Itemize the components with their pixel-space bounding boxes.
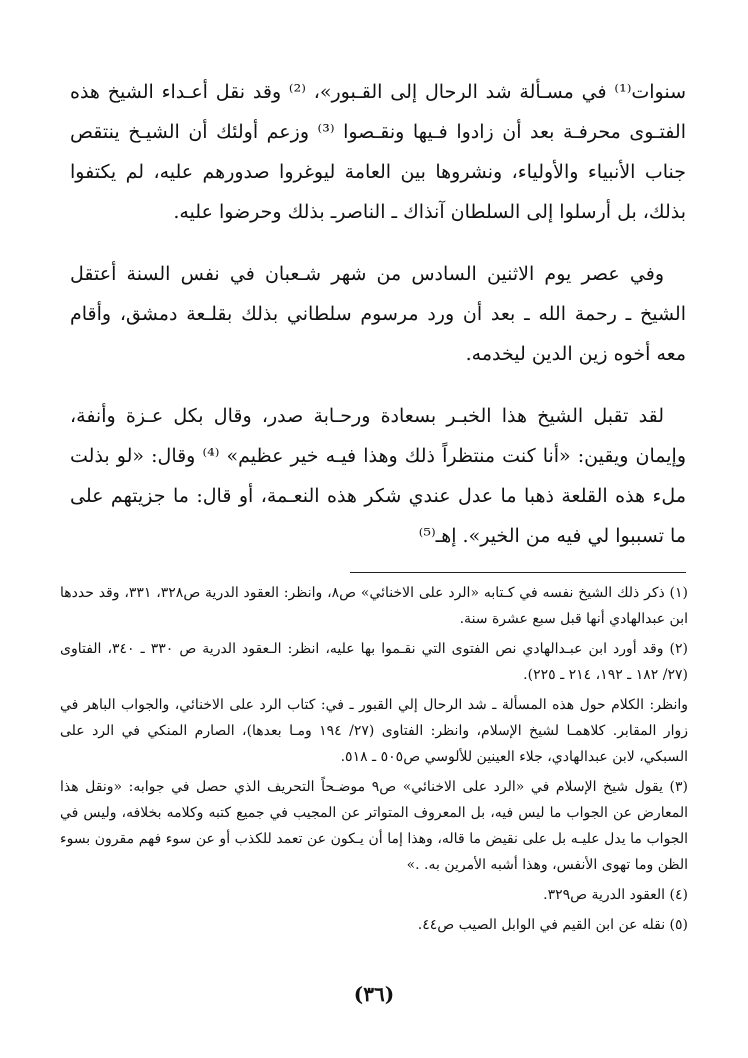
paragraph-2: وفي عصر يوم الاثنين السادس من شهر شـعبان في نفس السنة أعتقل الشيخ ـ رحمة الله ـ بعد أن ورد مرسوم سلطاني بذلك بقلـعة دمشق، وأقام معه أخوه زين الدين ليخدمه. — [70, 263, 686, 365]
footnote-2: (٢) وقد أورد ابن عبـدالهادي نص الفتوى التي نقـموا بها عليه، انظر: الـعقود الدرية ص ٣٣٠ ـ ٣٤٠، الفتاوى (٢٧/ ١٨٢ ـ ١٩٢، ٢١٤ ـ ٢٢٥). — [60, 641, 688, 683]
main-text — [70, 72, 686, 578]
footnote-5: (٥) نقله عن ابن القيم في الوابل الصيب ص٤٤. — [417, 917, 688, 933]
footnotes — [60, 580, 688, 942]
footnote-separator — [350, 572, 686, 573]
footnote-2-continued: وانظر: الكلام حول هذه المسألة ـ شد الرحال إلي القبور ـ في: كتاب الرد على الاخنائي، والجواب الباهر في زوار المقابر. كلاهمـا لشيخ الإسلام، وانظر: الفتاوى (٢٧/ ١٩٤ ومـا بعدها)، الصارم المنكي في الرد على السبكي، لابن عبدالهادي، جلاء العينين للألوسي ص٥٠٥ ـ ٥١٨. — [60, 697, 689, 765]
page-number: (٣٦) — [353, 982, 395, 1006]
footnote-1: (١) ذكر ذلك الشيخ نفسه في كـتابه «الرد على الاخنائي» ص٨، وانظر: العقود الدرية ص٣٢٨، ٣٣١، وقد حددها ابن عبدالهادي أنها قبل سبع عشرة سنة. — [60, 585, 689, 627]
paragraph-3: لقد تقبل الشيخ هذا الخبـر بسعادة ورحـابة صدر، وقال بكل عـزة وأنفة، وإيمان ويقين: «أنا كنت منتظراً ذلك وهذا فيـه خير عظيم» ⁽⁴⁾ وقال: «لو بذلت ملء هذه القلعة ذهبا ما عدل عندي شكر هذه النعـمة، أو قال: ما جزيتهم على ما تسببوا لي فيه من الخير». إهـ⁽⁵⁾ — [70, 405, 686, 547]
footnote-3: (٣) يقول شيخ الإسلام في «الرد على الاخنائي» ص٩ موضـحاً التحريف الذي حصل في جوابه: «ونقل هذا المعارض عن الجواب ما ليس فيه، بل المعروف المتواتر عن المجيب في جميع كتبه وكلامه بخلافه، وليس في الجواب ما يدل عليـه بل على نقيض ما قاله، وهذا إما أن يـكون عن تعمد للكذب أو عن سوء فهم مقرون بسوء الظن وما تهوى الأنفس، وهذا أشبه الأمرين به. .» — [60, 779, 688, 873]
paragraph-1: سنوات⁽¹⁾ في مسـألة شد الرحال إلى القـبور»، ⁽²⁾ وقد نقل أعـداء الشيخ هذه الفتـوى محرفـة بعد أن زادوا فـيها ونقـصوا ⁽³⁾ وزعم أولئك أن الشيـخ ينتقص جناب الأنبياء والأولياء، ونشروها بين العامة ليوغروا صدورهم عليه، لم يكتفوا بذلك، بل أرسلوا إلى السلطان آنذاك ـ الناصرـ بذلك وحرضوا عليه. — [70, 81, 687, 223]
footnote-4: (٤) العقود الدرية ص٣٢٩. — [543, 887, 688, 903]
